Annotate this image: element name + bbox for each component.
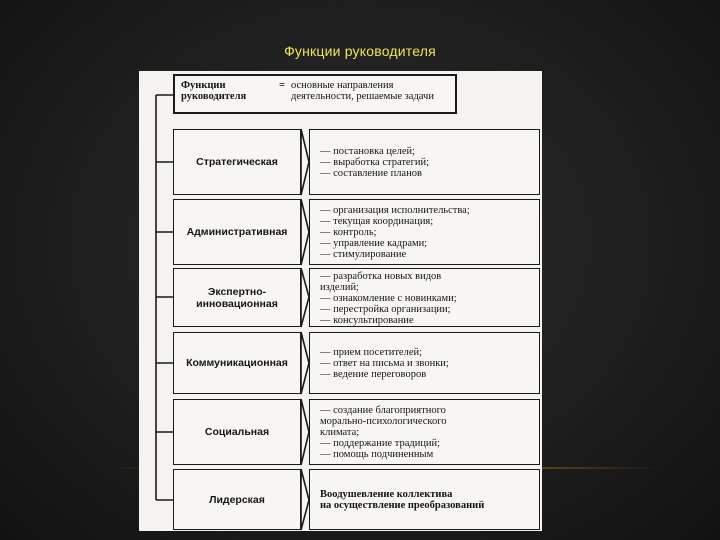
- definition-equals: =: [279, 80, 285, 91]
- list-item: — прием посетителей;: [320, 347, 423, 358]
- list-item: — перестройка организации;: [320, 303, 451, 315]
- list-item: на осуществление преобразований: [320, 500, 485, 511]
- list-item: — ведение переговоров: [320, 369, 427, 380]
- items-box-expert-innovative: [309, 268, 540, 327]
- list-item: Воодушевление коллектива: [320, 489, 453, 500]
- slide-title: Функции руководителя: [284, 43, 436, 59]
- arrow-6: [301, 469, 309, 530]
- function-box-expert-innovative: Экспертно-инновационная: [173, 268, 301, 327]
- list-item: — поддержание традиций;: [320, 438, 441, 449]
- definition-term: Функции руководителя: [181, 80, 247, 102]
- items-box-leadership: [309, 469, 540, 530]
- arrow-2: [301, 199, 309, 265]
- list-item: морально-психологического: [320, 416, 447, 427]
- function-box-social: Социальная: [173, 399, 301, 465]
- items-box-communication: [309, 332, 540, 394]
- list-item: — текущая координация;: [320, 216, 434, 227]
- list-item: — выработка стратегий;: [320, 157, 430, 168]
- list-item: — организация исполнительства;: [320, 205, 470, 216]
- list-item: — постановка целей;: [320, 146, 416, 157]
- list-item: изделий;: [320, 281, 359, 293]
- list-item: — создание благоприятного: [320, 405, 446, 416]
- arrow-4: [301, 332, 309, 394]
- arrow-5: [301, 399, 309, 465]
- function-box-leadership: Лидерская: [173, 469, 301, 530]
- function-box-communication: Коммуникационная: [173, 332, 301, 394]
- list-item: — ознакомление с новинками;: [320, 292, 457, 304]
- list-item: — управление кадрами;: [320, 238, 428, 249]
- list-item: — составление планов: [320, 168, 422, 179]
- items-box-administrative: [309, 199, 540, 265]
- definition-box: [173, 74, 457, 114]
- list-item: — стимулирование: [320, 249, 407, 260]
- list-item: — разработка новых видов: [320, 270, 442, 282]
- list-item: климата;: [320, 427, 360, 438]
- diagram-image: [139, 71, 542, 531]
- arrow-3: [301, 268, 309, 327]
- list-item: — помощь подчиненным: [320, 449, 434, 460]
- list-item: — ответ на письма и звонки;: [320, 358, 449, 369]
- function-box-administrative: Административная: [173, 199, 301, 265]
- items-box-strategic: [309, 129, 540, 195]
- arrow-1: [301, 129, 309, 195]
- items-box-social: [309, 399, 540, 465]
- definition-text: основные направления деятельности, решаемые задачи: [291, 80, 434, 102]
- list-item: — консультирование: [320, 314, 414, 326]
- function-box-strategic: Стратегическая: [173, 129, 301, 195]
- list-item: — контроль;: [320, 227, 377, 238]
